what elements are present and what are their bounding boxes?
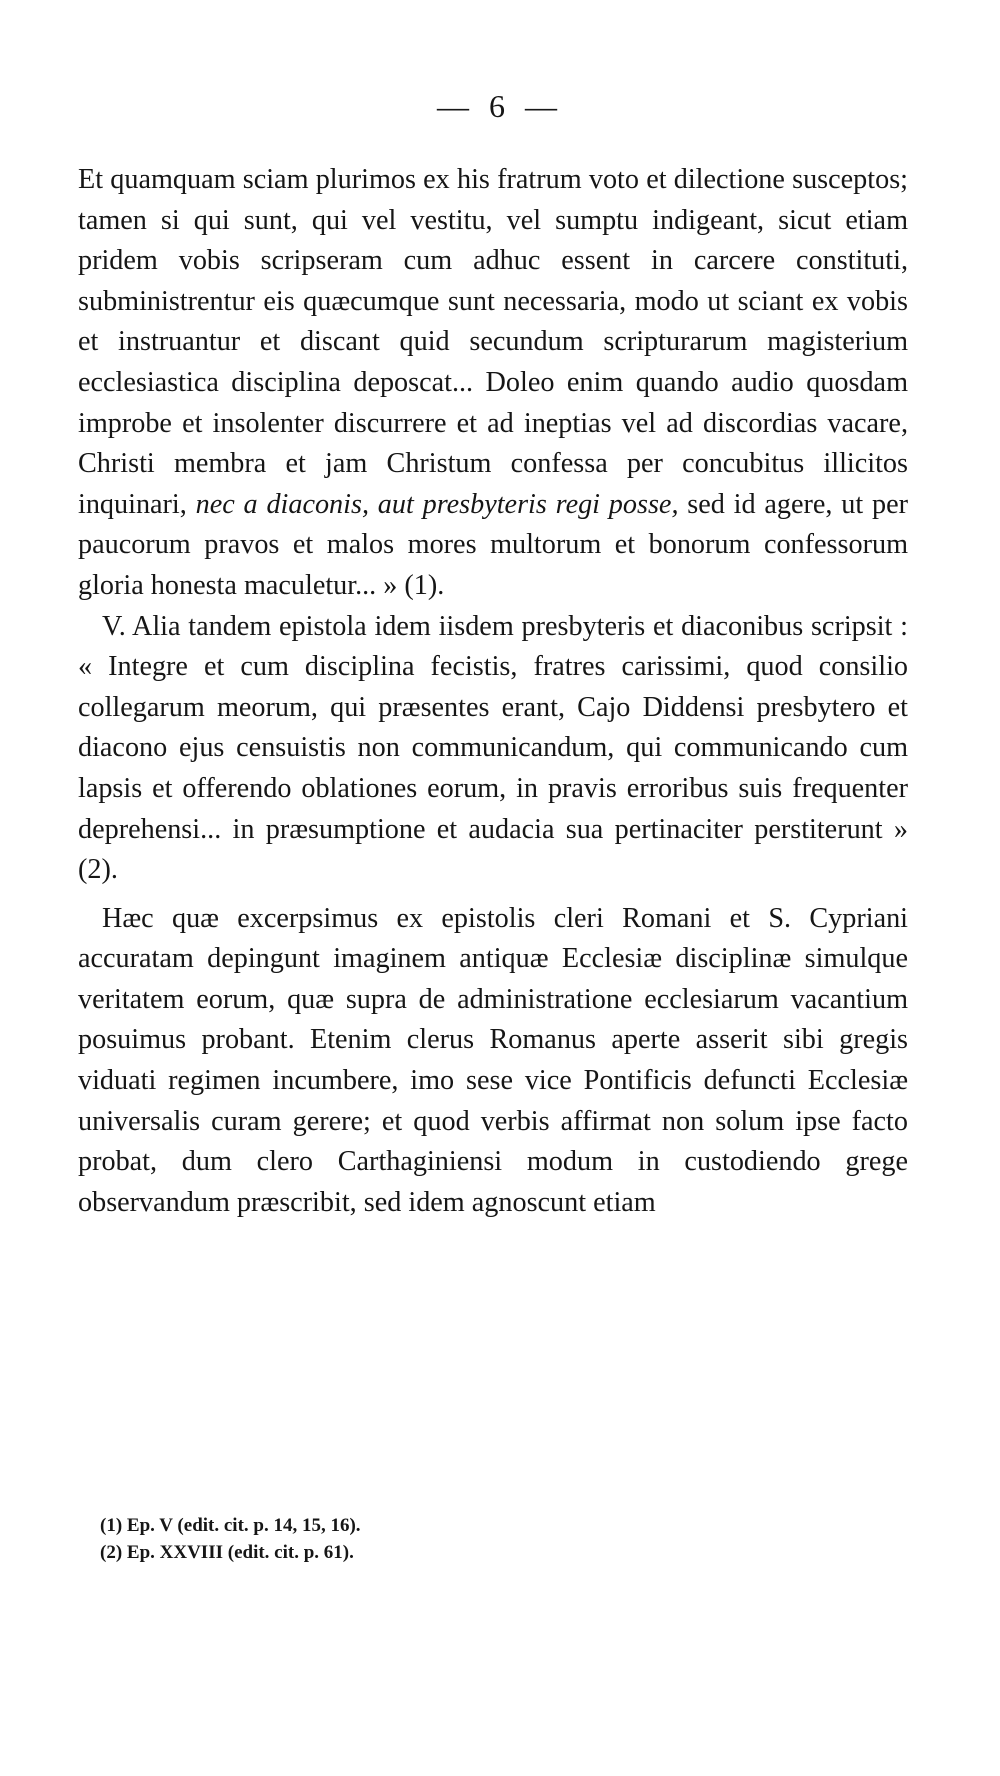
footnotes	[100, 1512, 800, 1566]
paragraph-1-text-a: Et quamquam sciam plurimos ex his fratrum voto et dilectione susceptos; tamen si qui sunt, qui vel vestitu, vel sumptu indigeant, sicut etiam pridem vobis scripseram cum adhuc essent in carcere constituti, subministrentur eis quæcumque sunt necessaria, modo ut sciant ex vobis et instruantur et discant quid secundum scripturarum magisterium ecclesiastica disciplina deposcat... Doleo enim quando audio quosdam improbe et insolenter discurrere et ad ineptias vel ad discordias vacare, Christi membra et jam Christum confessa per concubitus illicitos inquinari,	[78, 164, 908, 520]
paragraph-1	[78, 160, 908, 607]
footnote-2: (2) Ep. XXVIII (edit. cit. p. 61).	[100, 1542, 354, 1563]
paragraph-3: Hæc quæ excerpsimus ex epistolis cleri Romani et S. Cypriani accuratam depingunt imaginem antiquæ Ecclesiæ disciplinæ simulque veritatem eorum, quæ supra de administratione ecclesiarum vacantium posuimus probant. Etenim clerus Romanus aperte asserit sibi gregis viduati regimen incumbere, imo sese vice Pontificis defuncti Ecclesiæ universalis curam gerere; et quod verbis affirmat non solum ipse facto probat, dum clero Carthaginiensi modum in custodiendo grege observandum præscribit, sed idem agnoscunt etiam	[78, 902, 908, 1218]
paragraph-1-text-b: sed id agere, ut per paucorum pravos et malos mores multorum et bonorum confessorum gloria honesta maculetur... » (1).	[78, 488, 908, 601]
page-number: — 6 —	[437, 88, 563, 124]
paragraph-2: V. Alia tandem epistola idem iisdem presbyteris et diaconibus scripsit : « Integre et cum disciplina fecistis, fratres carissimi, quod consilio collegarum meorum, qui præsentes erant, Cajo Diddensi presbytero et diacono ejus censuistis non communicandum, qui communicando cum lapsis et offerendo oblationes eorum, in pravis erroribus suis frequenter deprehensi... in præsumptione et audacia sua pertinaciter perstiterunt » (2).	[78, 610, 908, 886]
paragraph-1-italic: nec a diaconis, aut presbyteris regi posse,	[195, 488, 679, 520]
body-text	[78, 160, 908, 1223]
footnote-1: (1) Ep. V (edit. cit. p. 14, 15, 16).	[100, 1515, 361, 1536]
